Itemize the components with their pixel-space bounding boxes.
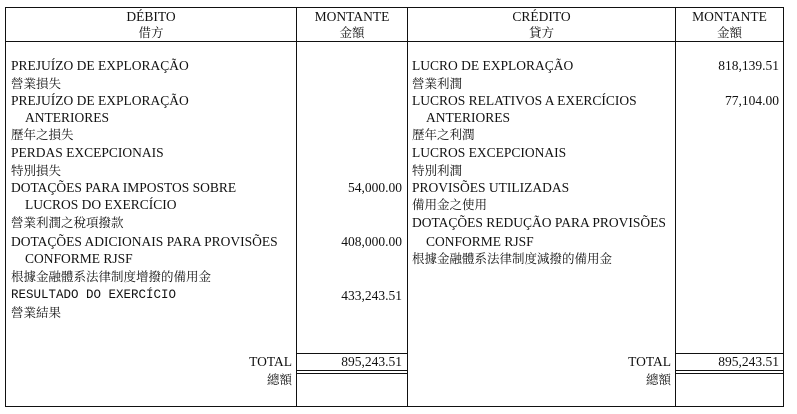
- debit-line-zh: 營業結果: [11, 305, 62, 320]
- credit-line: LUCROS RELATIVOS A EXERCÍCIOS: [412, 93, 637, 108]
- debit-line-zh: 歷年之損失: [11, 127, 74, 142]
- total-rule: [297, 370, 407, 371]
- divider: [407, 8, 408, 406]
- profit-loss-statement: [5, 7, 784, 407]
- amount-header-zh: 金額: [339, 25, 365, 40]
- debit-line: DOTAÇÕES PARA IMPOSTOS SOBRE: [11, 180, 237, 195]
- debit-total-label-zh: 總額: [266, 372, 292, 387]
- divider: [296, 8, 297, 406]
- debit-header: DÉBITO: [126, 9, 176, 24]
- amount2-header: MONTANTE: [692, 9, 767, 24]
- header-divider: [6, 41, 783, 42]
- credit-line: ANTERIORES: [426, 110, 510, 125]
- debit-total-label: TOTAL: [249, 354, 292, 369]
- credit-line: CONFORME RJSF: [426, 234, 534, 249]
- debit-line: PREJUÍZO DE EXPLORAÇÃO: [11, 93, 189, 108]
- debit-line-zh: 特別損失: [11, 163, 62, 178]
- credit-total-label-zh: 總額: [645, 372, 671, 387]
- credit-amount: 818,139.51: [718, 58, 779, 73]
- credit-header-zh: 貸方: [528, 25, 554, 40]
- credit-total-label: TOTAL: [628, 354, 671, 369]
- credit-line-zh: 備用金之使用: [412, 197, 488, 212]
- total-rule: [676, 373, 784, 374]
- debit-line: DOTAÇÕES ADICIONAIS PARA PROVISÕES: [11, 234, 278, 249]
- debit-line-zh: 根據金融體系法律制度增撥的備用金: [11, 269, 212, 284]
- debit-line: LUCROS DO EXERCÍCIO: [25, 197, 177, 212]
- amount2-header-zh: 金額: [716, 25, 742, 40]
- credit-line-zh: 根據金融體系法律制度減撥的備用金: [412, 251, 613, 266]
- debit-line-zh: 營業損失: [11, 76, 62, 91]
- credit-header: CRÉDITO: [512, 9, 571, 24]
- debit-line: ANTERIORES: [25, 110, 109, 125]
- total-rule: [676, 370, 784, 371]
- debit-header-zh: 借方: [138, 25, 164, 40]
- amount-header: MONTANTE: [314, 9, 390, 24]
- credit-line-zh: 歷年之利潤: [412, 127, 475, 142]
- credit-line: DOTAÇÕES REDUÇÃO PARA PROVISÕES: [412, 215, 666, 230]
- credit-line: LUCRO DE EXPLORAÇÃO: [412, 58, 574, 73]
- debit-line: PREJUÍZO DE EXPLORAÇÃO: [11, 58, 189, 73]
- debit-line: RESULTADO DO EXERCÍCIO: [11, 288, 177, 302]
- credit-line-zh: 特別利潤: [412, 163, 463, 178]
- credit-line: LUCROS EXCEPCIONAIS: [412, 145, 567, 160]
- debit-line: PERDAS EXCEPCIONAIS: [11, 145, 164, 160]
- debit-total: 895,243.51: [341, 354, 402, 369]
- debit-amount: 408,000.00: [341, 234, 402, 249]
- credit-line-zh: 營業利潤: [412, 76, 463, 91]
- credit-line: PROVISÕES UTILIZADAS: [412, 180, 570, 195]
- debit-amount: 433,243.51: [341, 288, 402, 303]
- debit-line: CONFORME RJSF: [25, 251, 133, 266]
- credit-total: 895,243.51: [718, 354, 779, 369]
- total-rule: [297, 373, 407, 374]
- debit-amount: 54,000.00: [348, 180, 402, 195]
- debit-line-zh: 營業利潤之稅項撥款: [11, 215, 124, 230]
- credit-amount: 77,104.00: [725, 93, 779, 108]
